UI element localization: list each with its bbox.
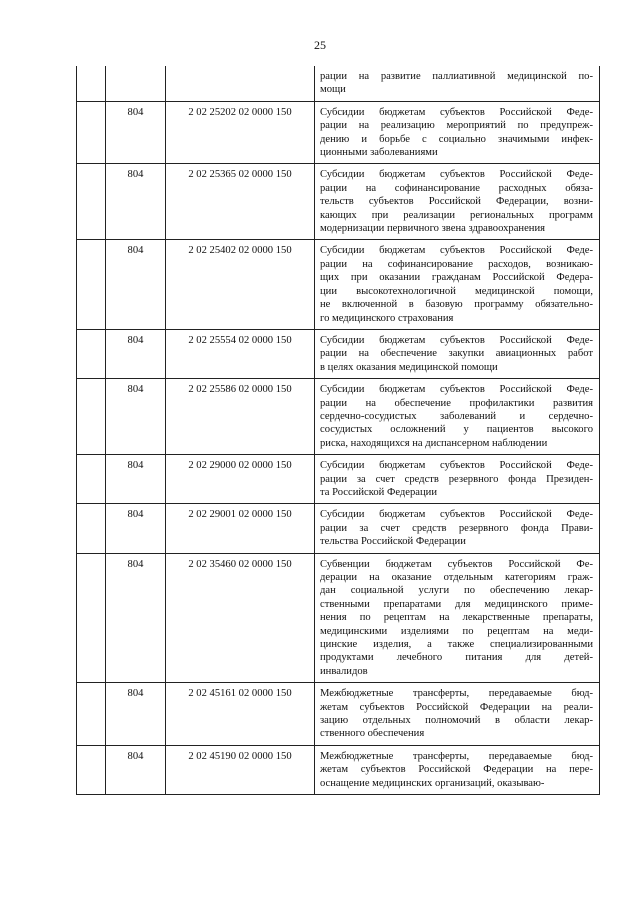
admin-code-cell: 804 — [106, 329, 166, 378]
description-line: рации на развитие паллиативной медицинской по- — [320, 71, 593, 82]
row-number-cell — [77, 329, 106, 378]
description-line: цинские изделия, а также специализированными — [320, 639, 593, 651]
row-number-cell — [77, 66, 106, 101]
budget-code-cell: 2 02 45190 02 0000 150 — [166, 745, 315, 794]
description-line: рации на обеспечение закупки авиационных работ — [320, 348, 593, 360]
description-line: Межбюджетные трансферты, передаваемые бюд- — [320, 688, 593, 700]
description-line: та Российской Федерации — [320, 486, 437, 498]
budget-code-cell: 2 02 25554 02 0000 150 — [166, 329, 315, 378]
row-number-cell — [77, 683, 106, 746]
revenue-description-cell — [315, 240, 600, 329]
admin-code-cell: 804 — [106, 164, 166, 240]
table-row — [77, 379, 600, 455]
description-line: сердечно-сосудистых заболеваний и сердечно- — [320, 410, 593, 422]
description-line: го медицинского страхования — [320, 312, 454, 324]
table-row — [77, 504, 600, 553]
description-line: модернизации первичного звена здравоохранения — [320, 223, 545, 235]
description-line: Субсидии бюджетам субъектов Российской Феде- — [320, 106, 593, 118]
admin-code-cell: 804 — [106, 455, 166, 504]
revenue-description-cell — [315, 66, 600, 101]
description-line: нения по рецептам на лекарственные препараты, — [320, 612, 593, 624]
row-number-cell — [77, 504, 106, 553]
description-line: Межбюджетные трансферты, передаваемые бюд- — [320, 750, 593, 762]
revenue-description-cell — [315, 101, 600, 164]
description-line: ции высокотехнологичной медицинской помощи, — [320, 285, 593, 297]
description-line: Субсидии бюджетам субъектов Российской Феде- — [320, 245, 593, 257]
description-line: не включенной в базовую программу обязательно- — [320, 299, 593, 311]
budget-code-cell: 2 02 35460 02 0000 150 — [166, 553, 315, 683]
description-line: кающих при реализации региональных программ — [320, 209, 593, 221]
revenue-description-cell — [315, 504, 600, 553]
budget-code-cell: 2 02 29000 02 0000 150 — [166, 455, 315, 504]
table-row — [77, 745, 600, 794]
revenue-description-cell — [315, 683, 600, 746]
description-line: дению и борьбе с социально значимыми инфек- — [320, 133, 593, 145]
description-line: мощи — [320, 84, 346, 96]
row-number-cell — [77, 101, 106, 164]
revenue-description-cell — [315, 745, 600, 794]
description-line: дерации на оказание отдельным категориям граж- — [320, 572, 593, 583]
description-line: ственного обеспечения — [320, 728, 425, 740]
row-number-cell — [77, 455, 106, 504]
admin-code-cell: 804 — [106, 745, 166, 794]
description-line: сосудистых осложнений у пациентов высокого — [320, 424, 593, 436]
budget-code-cell — [166, 66, 315, 101]
table-row — [77, 66, 600, 101]
description-line: Субсидии бюджетам субъектов Российской Феде- — [320, 384, 593, 396]
description-line: жетам субъектов Российской Федерации на реали- — [320, 701, 593, 713]
table-row — [77, 329, 600, 378]
description-line: щих при оказании гражданам Российской Федера- — [320, 272, 593, 284]
description-line: продуктами лечебного питания для детей- — [320, 652, 593, 664]
revenue-description-cell — [315, 164, 600, 240]
budget-code-cell: 2 02 25365 02 0000 150 — [166, 164, 315, 240]
budget-code-cell: 2 02 25402 02 0000 150 — [166, 240, 315, 329]
description-line: тельства Российской Федерации — [320, 536, 466, 548]
row-number-cell — [77, 745, 106, 794]
table-row — [77, 240, 600, 329]
row-number-cell — [77, 379, 106, 455]
description-line: Субсидии бюджетам субъектов Российской Феде- — [320, 334, 593, 346]
description-line: рации на реализацию мероприятий по предупреж- — [320, 120, 593, 132]
description-line: тельств субъектов Российской Федерации, возни- — [320, 196, 593, 208]
revenue-description-cell — [315, 329, 600, 378]
table-row — [77, 553, 600, 683]
table-row — [77, 164, 600, 240]
row-number-cell — [77, 240, 106, 329]
description-line: ственными препаратами для медицинского приме- — [320, 598, 593, 610]
description-line: ционными заболеваниями — [320, 147, 438, 159]
description-line: Субсидии бюджетам субъектов Российской Феде- — [320, 509, 593, 521]
description-line: Субвенции бюджетам субъектов Российской Фе- — [320, 558, 593, 570]
description-line: рации на софинансирование расходов, возникаю- — [320, 258, 593, 270]
row-number-cell — [77, 164, 106, 240]
budget-code-cell: 2 02 25586 02 0000 150 — [166, 379, 315, 455]
row-number-cell — [77, 553, 106, 683]
admin-code-cell: 804 — [106, 504, 166, 553]
admin-code-cell: 804 — [106, 683, 166, 746]
table-row — [77, 101, 600, 164]
description-line: Субсидии бюджетам субъектов Российской Феде- — [320, 460, 593, 472]
description-line: зацию отдельных полномочий в области лекар- — [320, 715, 593, 727]
table-row — [77, 455, 600, 504]
description-line: Субсидии бюджетам субъектов Российской Феде- — [320, 169, 593, 181]
revenue-description-cell — [315, 553, 600, 683]
description-line: дан социальной услуги по обеспечению лекар- — [320, 585, 593, 597]
description-line: в целях оказания медицинской помощи — [320, 361, 498, 373]
revenue-description-cell — [315, 379, 600, 455]
budget-code-cell: 2 02 29001 02 0000 150 — [166, 504, 315, 553]
description-line: рации на обеспечение профилактики развития — [320, 397, 593, 409]
description-line: оснащение медицинских организаций, оказываю- — [320, 777, 545, 789]
description-line: медицинскими изделиями по рецептам на меди- — [320, 625, 593, 637]
admin-code-cell: 804 — [106, 553, 166, 683]
budget-code-cell: 2 02 45161 02 0000 150 — [166, 683, 315, 746]
admin-code-cell: 804 — [106, 379, 166, 455]
description-line: рации на софинансирование расходных обяза- — [320, 182, 593, 194]
revenue-description-cell — [315, 455, 600, 504]
page-number: 25 — [314, 38, 326, 52]
description-line: рации за счет средств резервного фонда Президен- — [320, 473, 593, 485]
description-line: рации за счет средств резервного фонда Прави- — [320, 522, 593, 534]
budget-revenue-table — [76, 66, 600, 795]
admin-code-cell: 804 — [106, 240, 166, 329]
table-row — [77, 683, 600, 746]
description-line: жетам субъектов Российской Федерации на пере- — [320, 764, 593, 776]
description-line: инвалидов — [320, 665, 368, 677]
admin-code-cell: 804 — [106, 101, 166, 164]
admin-code-cell — [106, 66, 166, 101]
description-line: риска, находящихся на диспансерном наблюдении — [320, 437, 548, 449]
budget-code-cell: 2 02 25202 02 0000 150 — [166, 101, 315, 164]
